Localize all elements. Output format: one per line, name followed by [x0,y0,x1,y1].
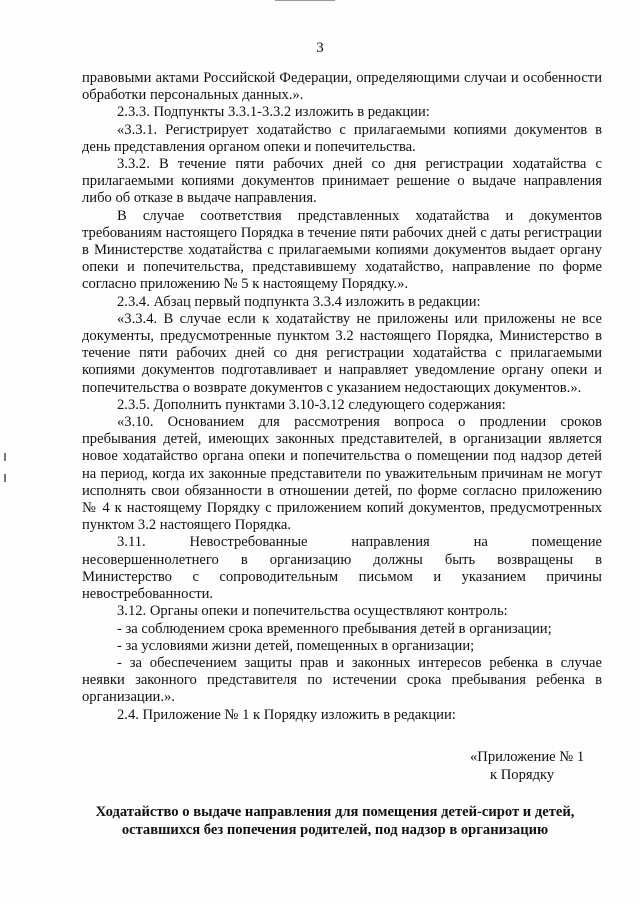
list-item: - за соблюдением срока временного пребывания детей в организации; [117,620,552,637]
paragraph-3-11-line: 3.11. Невостребованные направления на помещение [117,534,602,551]
heading-line: Ходатайство о выдаче направления для помещения детей-сирот и детей, [95,804,575,820]
paragraph: правовыми актами Российской Федерации, определяющими случаи и особенности обработки персональных данных.». [82,70,602,104]
scan-mark-top [275,0,335,1]
paragraph-3-11-line: несовершеннолетнего в организацию должны быть возвращены в [82,551,602,568]
paragraph: «3.10. Основанием для рассмотрения вопроса о продлении сроков пребывания детей, имеющих законных представителей, в организации является новое ходатайство органа опеки и попечительства о помещении под надзор детей на период, когда их законные представители по уважительным причинам не могут исполнять свои обязанности в отношении детей, по форме согласно приложению № 4 к настоящему Порядку с приложением копий документов, предусмотренных пунктом 3.2 настоящего Порядка. [82,414,602,534]
heading-line: оставшихся без попечения родителей, под надзор в организацию [121,822,549,838]
form-heading [70,803,600,839]
paragraph-3-11-line: Министерство с сопроводительным письмом и указанием причины [82,568,602,585]
annex-line: «Приложение № 1 [470,749,585,765]
paragraph: 2.4. Приложение № 1 к Порядку изложить в редакции: [117,706,456,723]
annex-reference [470,749,620,784]
paragraph: 2.3.4. Абзац первый подпункта 3.3.4 изложить в редакции: [117,293,481,310]
scan-mark-side [4,453,6,461]
paragraph: 2.3.3. Подпункты 3.3.1-3.3.2 изложить в редакции: [117,104,430,121]
scan-mark-side [4,474,6,482]
annex-line: к Порядку [490,766,555,783]
paragraph: «3.3.4. В случае если к ходатайству не приложены или приложены не все документы, предусмотренные пунктом 3.2 настоящего Порядка, Министерство в течение пяти рабочих дней со дня регистрации ходатайства с прилагаемыми копиями документов подготавливает и направляет уведомление органу опеки и попечительства о возврате документов с указанием недостающих документов.». [82,310,602,396]
paragraph: В случае соответствия представленных ходатайства и документов требованиям настоящего Порядка в течение пяти рабочих дней с даты регистрации в Министерстве ходатайства с прилагаемыми копиями документов выдает органу опеки и попечительства, представившему ходатайство, направление по форме согласно приложению № 5 к настоящему Порядку.». [82,207,602,293]
paragraph: 3.12. Органы опеки и попечительства осуществляют контроль: [117,603,508,620]
list-item: - за обеспечением защиты прав и законных интересов ребенка в случае неявки законного представителя по истечении срока пребывания ребенка в организации.». [82,654,602,706]
paragraph: 2.3.5. Дополнить пунктами 3.10-3.12 следующего содержания: [117,396,506,413]
list-item: - за условиями жизни детей, помещенных в организации; [117,637,475,654]
document-body [82,70,602,724]
paragraph-3-11-line: невостребованности. [82,586,214,603]
paragraph: 3.3.2. В течение пяти рабочих дней со дня регистрации ходатайства с прилагаемыми копиями документов принимает решение о выдаче направления либо об отказе в выдаче направления. [82,156,602,207]
page-number: 3 [316,40,324,56]
paragraph: «3.3.1. Регистрирует ходатайство с прилагаемыми копиями документов в день представления органом опеки и попечительства. [82,121,602,155]
